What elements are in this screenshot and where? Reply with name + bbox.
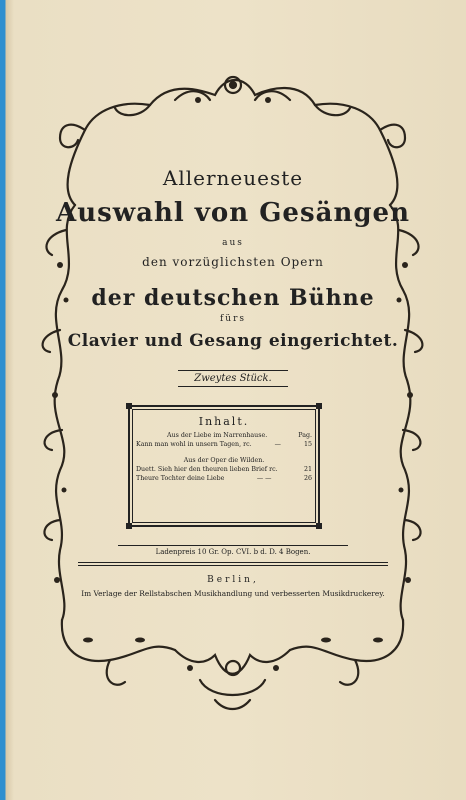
contents-item	[136, 465, 312, 474]
contents-section-1	[136, 431, 312, 440]
divider-rule	[118, 545, 348, 546]
imprint-city: Berlin,	[207, 575, 259, 585]
divider-rule	[78, 565, 388, 566]
box-corner-ornament	[316, 403, 322, 409]
divider-rule	[78, 562, 388, 563]
price-line: Ladenpreis 10 Gr. Op. CVI. b d. D. 4 Bogen.	[155, 548, 311, 556]
item-2-text: Duett. Sieh hier den theuren lieben Brief rc.	[136, 466, 278, 473]
contents-heading: Inhalt.	[198, 415, 250, 428]
title-line-4: den vorzüglichsten Opern	[142, 255, 324, 269]
contents-item	[136, 474, 312, 483]
imprint-publisher: Im Verlage der Rellstabschen Musikhandlung und verbesserten Musikdruckerey.	[81, 589, 385, 598]
title-line-3: aus	[222, 238, 244, 248]
section-1-title: Aus der Liebe im Narrenhause.	[167, 432, 268, 439]
title-line-1: Allerneueste	[162, 166, 304, 190]
item-3-dash: — —	[256, 475, 272, 482]
contents-box	[128, 405, 320, 527]
item-3-page: 26	[303, 475, 312, 482]
box-corner-ornament	[126, 403, 132, 409]
title-line-7: Clavier und Gesang eingerichtet.	[67, 331, 399, 351]
issue-label: Zweytes Stück.	[178, 370, 288, 387]
contents-item	[136, 440, 312, 449]
item-1-page: 15	[303, 441, 312, 448]
title-line-2: Auswahl von Gesängen	[56, 198, 410, 228]
box-corner-ornament	[126, 523, 132, 529]
item-1-dash: —	[274, 441, 281, 448]
page-abbrev: Pag.	[298, 432, 312, 439]
item-1-text: Kann man wohl in unsern Tagen, rc.	[136, 441, 252, 448]
table-of-contents	[136, 415, 312, 483]
item-3-text: Theure Tochter deine Liebe	[136, 475, 225, 482]
title-line-5: der deutschen Bühne	[91, 285, 375, 311]
item-2-page: 21	[303, 466, 312, 473]
section-2-title: Aus der Oper die Wilden.	[183, 457, 265, 464]
title-line-6: fürs	[219, 314, 247, 324]
box-corner-ornament	[316, 523, 322, 529]
